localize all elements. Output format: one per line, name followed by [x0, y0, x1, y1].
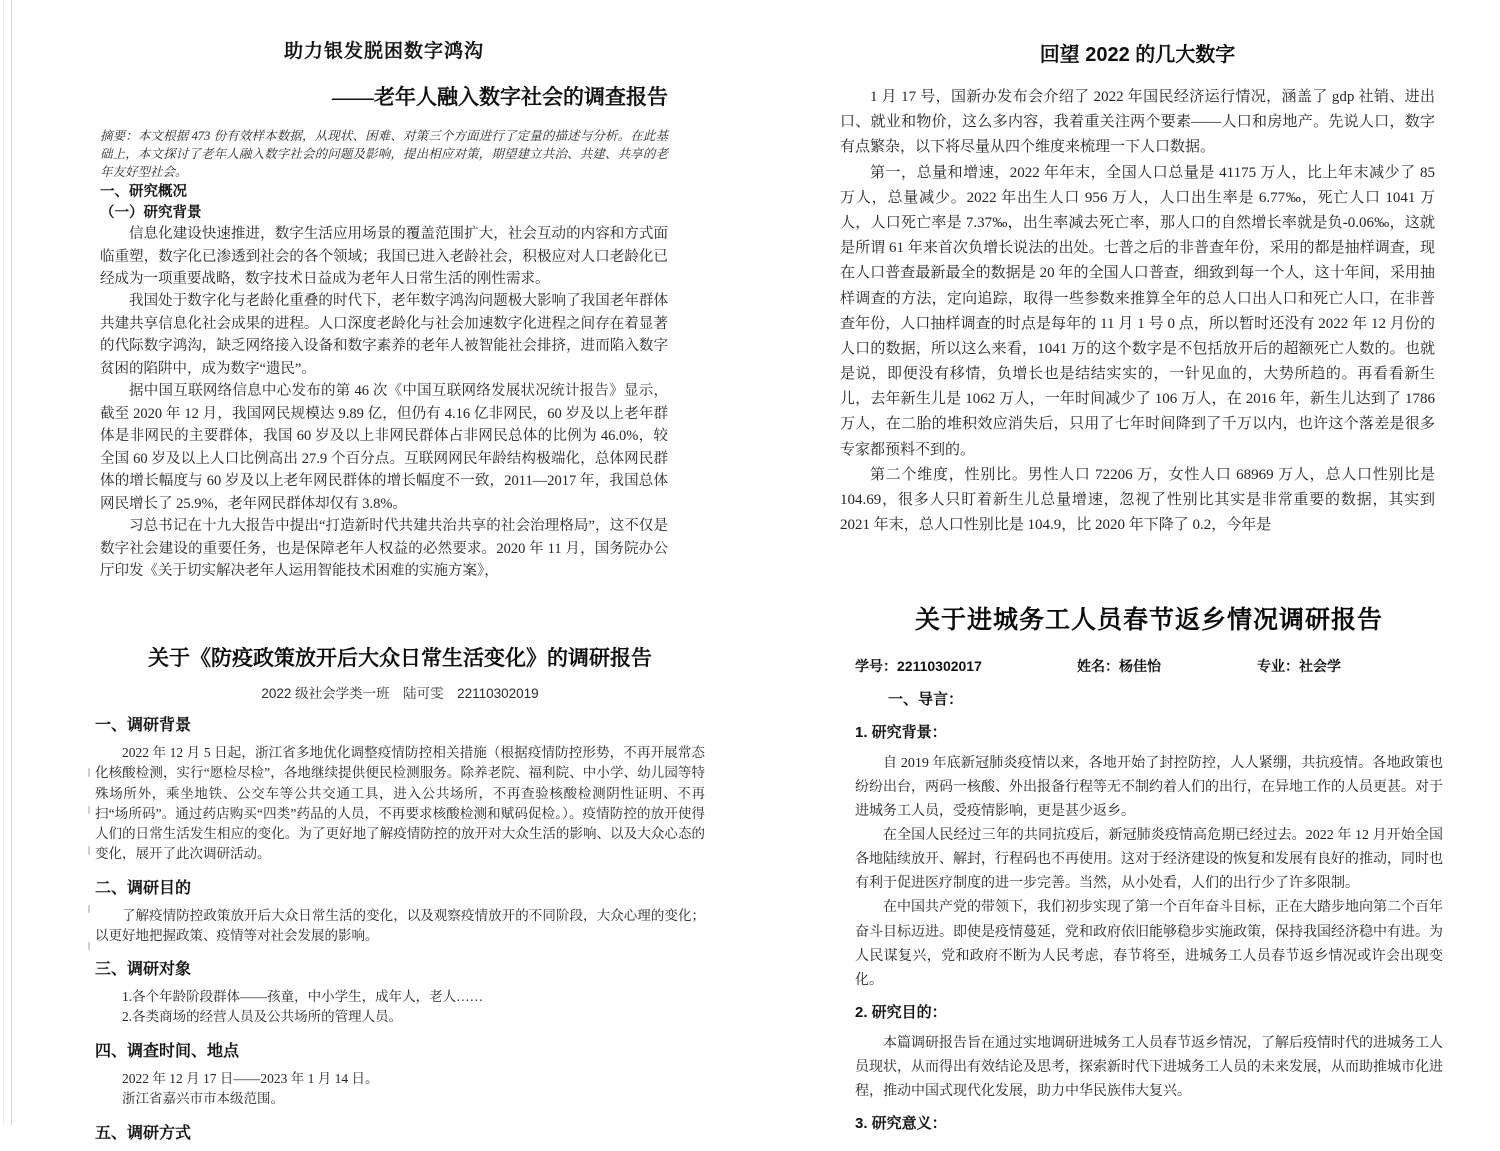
page-subtitle: ——老年人融入数字社会的调查报告 — [332, 85, 668, 109]
scan-artifact — [88, 768, 90, 777]
page-title: 关于进城务工人员春节返乡情况调研报告 — [914, 606, 1383, 634]
body-paragraph: 1 月 17 号，国新办发布会介绍了 2022 年国民经济运行情况，涵盖了 gdp 社销、进出口、就业和物价，这么多内容，我着重关注两个要素——人口和房地产。先说人口，数字有点繁杂，以下将尽量从四个维度来梳理一下人口数据。 — [840, 89, 1435, 156]
scan-artifact — [88, 942, 90, 950]
section-heading: 二、调研目的 — [95, 879, 192, 897]
page-migrant-workers-return-report — [855, 600, 1443, 1143]
body-paragraph: 据中国互联网络信息中心发布的第 46 次《中国互联网络发展状况统计报告》显示，截至 2020 年 12 月，我国网民规模达 9.89 亿，但仍有 4.16 亿非网民，60 岁及以上老年群体是非网民的主要群体，我国 60 岁及以上非网民群体占非网民总体的比例为 46.0%，较全国 60 岁及以上人口比例高出 27.9 个百分点。互联网网民年龄结构极端化，总体网民群体的增长幅度与 60 岁及以上老年网民群体的增长幅度不一致，2011—2017 年，我国总体网民增长了 25.9%，老年网民群体却仅有 3.8%。 — [100, 383, 668, 512]
section-heading: 三、调研对象 — [95, 961, 192, 978]
page-title: 关于《防疫政策放开后大众日常生活变化》的调研报告 — [148, 647, 652, 670]
list-item: 2.各类商场的经营人员及公共场所的管理人员。 — [122, 1009, 403, 1025]
page-2022-numbers-review — [840, 38, 1435, 538]
section-heading: 一、调研背景 — [95, 717, 192, 734]
page-title: 回望 2022 的几大数字 — [1039, 44, 1236, 66]
body-paragraph: 第二个维度，性别比。男性人口 72206 万，女性人口 68969 万人，总人口性别比是 104.69，很多人只盯着新生儿总量增速，忽视了性别比其实是非常重要的数据，其实到 2021 年末，总人口性别比是 104.9，比 2020 年下降了 0.2，今年是 — [840, 466, 1435, 534]
scan-edge-line — [11, 0, 12, 1125]
scan-artifact — [88, 806, 90, 814]
body-paragraph: 信息化建设快速推进，数字生活应用场景的覆盖范围扩大，社会互动的内容和方式面临重塑，数字化已渗透到社会的各个领域；我国已进入老龄社会，积极应对人口老龄化已经成为一项重要战略，数字技术日益成为老年人日常生活的刚性需求。 — [100, 226, 668, 287]
section-heading: 五、调研方式 — [95, 1125, 192, 1143]
body-paragraph: 第一，总量和增速，2022 年年末，全国人口总量是 41175 万人，比上年末减少了 85 万人，总量减少。2022 年出生人口 956 万人，人口出生率是 6.77‰，死亡人口 1041 万人，人口死亡率是 7.37‰，出生率减去死亡率，那人口的自然增长率就是负-0.06‰，这就是所谓 61 年来首次负增长说法的出处。七普之后的非普查年份，采用的都是抽样调查，现在人口普查最新最全的数据是 20 年的全国人口普查，细致到每一个人，这十年间，采用抽样调查的方法，定向追踪，取得一些参数来推算全年的总人口出人口和死亡人口，在非普查年份，人口抽样调查的时点是每年的 11 月 1 号 0 点，所以暂时还没有 2022 年 12 月份的人口的数据，所以这么来看，1041 万的这个数字是不包括放开后的超额死亡人数的。也就是说，即便没有移情，负增长也是结结实实的，一针见血的，大势所趋的。再看看新生儿，去年新生儿是 1062 万人，一年时间减少了 106 万人，在 2016 年，新生儿达到了 1786 万人，在二胎的堆积效应消失后，只用了七年时间降到了千万以内，也许这个落差是很多专家都预料不到的。 — [840, 164, 1435, 458]
student-id: 学号：22110302017 — [855, 658, 982, 674]
page-title: 助力银发脱困数字鸿沟 — [283, 41, 484, 62]
scan-artifact — [88, 846, 90, 855]
section-heading: 四、调查时间、地点 — [95, 1042, 240, 1060]
author-byline: 2022 级社会学类一班 陆可雯 22110302019 — [261, 686, 539, 701]
body-paragraph: 自 2019 年底新冠肺炎疫情以来，各地开始了封控防控，人人紧绷，共抗疫情。各地政策也纷纷出台，两码一核酸、外出报备行程等无不制约着人们的出行，在异地工作的人员更甚。对于进城务工人员，受疫情影响，更是甚少返乡。 — [855, 756, 1443, 820]
subsection-heading: 2. 研究目的： — [855, 1003, 947, 1021]
body-paragraph: 在全国人民经过三年的共同抗疫后，新冠肺炎疫情高危期已经过去。2022 年 12 月开始全国各地陆续放开、解封，行程码也不再使用。这对于经济建设的恢复和发展有良好的推动，同时也有利于促进医疗制度的进一步完善。当然，从小处看，人们的出行少了许多限制。 — [855, 828, 1443, 892]
body-paragraph: 2022 年 12 月 5 日起，浙江省多地优化调整疫情防控相关措施（根据疫情防控形势，不再开展常态化核酸检测，实行“愿检尽检”，各地继续提供便民检测服务。除养老院、福利院、中小学、幼儿园等特殊场所外，乘坐地铁、公交车等公共交通工具，进入公共场所，不再查验核酸检测阴性证明、不再扫“场所码”。通过药店购买“四类”药品的人员，不再要求核酸检测和赋码促检。）。疫情防控的放开使得人们的日常生活发生相应的变化。为了更好地了解疫情防控的放开对大众生活的影响、以及大众心态的变化，展开了此次调研活动。 — [95, 745, 705, 862]
section-heading: 一、导言： — [888, 691, 964, 708]
scan-edge-shadow — [3, 0, 4, 1125]
page-elderly-digital-divide-report — [100, 36, 668, 583]
body-paragraph: 习总书记在十九大报告中提出“打造新时代共建共治共享的社会治理格局”，这不仅是数字社会建设的重要任务，也是保障老年人权益的必然要求。2020 年 11 月，国务院办公厅印发《关于切实解决老年人运用智能技术困难的实施方案》， — [100, 518, 668, 580]
body-paragraph: 本篇调研报告旨在通过实地调研进城务工人员春节返乡情况，了解后疫情时代的进城务工人员现状，从而得出有效结论及思考，探索新时代下进城务工人员的未来发展，从而助推城市化进程，推动中国式现代化发展，助力中华民族伟大复兴。 — [855, 1035, 1443, 1099]
subsection-heading: 1. 研究背景： — [855, 724, 947, 741]
body-paragraph: 我国处于数字化与老龄化重叠的时代下，老年数字鸿沟问题极大影响了我国老年群体共建共享信息化社会成果的进程。人口深度老龄化与社会加速数字化进程之间存在着显著的代际数字鸿沟，缺乏网络接入设备和数字素养的老年人被智能社会排挤，进而陷入数字贫困的陷阱中，成为数字“遗民”。 — [100, 293, 668, 377]
abstract-text: 摘要：本文根据 473 份有效样本数据，从现状、困难、对策三个方面进行了定量的描述与分析。在此基础上，本文探讨了老年人融入数字社会的问题及影响，提出相应对策，期望建立共治、共建、共享的老年友好型社会。 — [100, 129, 668, 180]
survey-place: 浙江省嘉兴市市本级范围。 — [122, 1091, 284, 1107]
body-paragraph: 了解疫情防控政策放开后大众日常生活的变化，以及观察疫情放开的不同阶段，大众心理的变化；以更好地把握政策、疫情等对社会发展的影响。 — [95, 907, 705, 943]
scan-artifact — [88, 905, 90, 913]
student-name: 姓名：杨佳怡 — [1077, 658, 1161, 674]
page-covid-policy-life-change-report — [95, 642, 705, 1151]
survey-time: 2022 年 12 月 17 日——2023 年 1 月 14 日。 — [122, 1070, 379, 1086]
subsection-heading: （一）研究背景 — [100, 205, 202, 222]
body-paragraph: 在中国共产党的带领下，我们初步实现了第一个百年奋斗目标，正在大踏步地向第二个百年奋斗目标迈进。即使是疫情蔓延，党和政府依旧能够稳步实施政策，保持我国经济稳中有进。为人民谋复兴，党和政府不断为人民考虑，春节将至，进城务工人员春节返乡情况或许会出现变化。 — [855, 900, 1443, 988]
author-info-row — [855, 656, 1443, 676]
section-heading: 一、研究概况 — [100, 184, 187, 201]
list-item: 1.各个年龄阶段群体——孩童，中小学生，成年人，老人…… — [122, 989, 484, 1004]
student-major: 专业：社会学 — [1257, 658, 1341, 674]
subsection-heading: 3. 研究意义： — [855, 1115, 947, 1133]
